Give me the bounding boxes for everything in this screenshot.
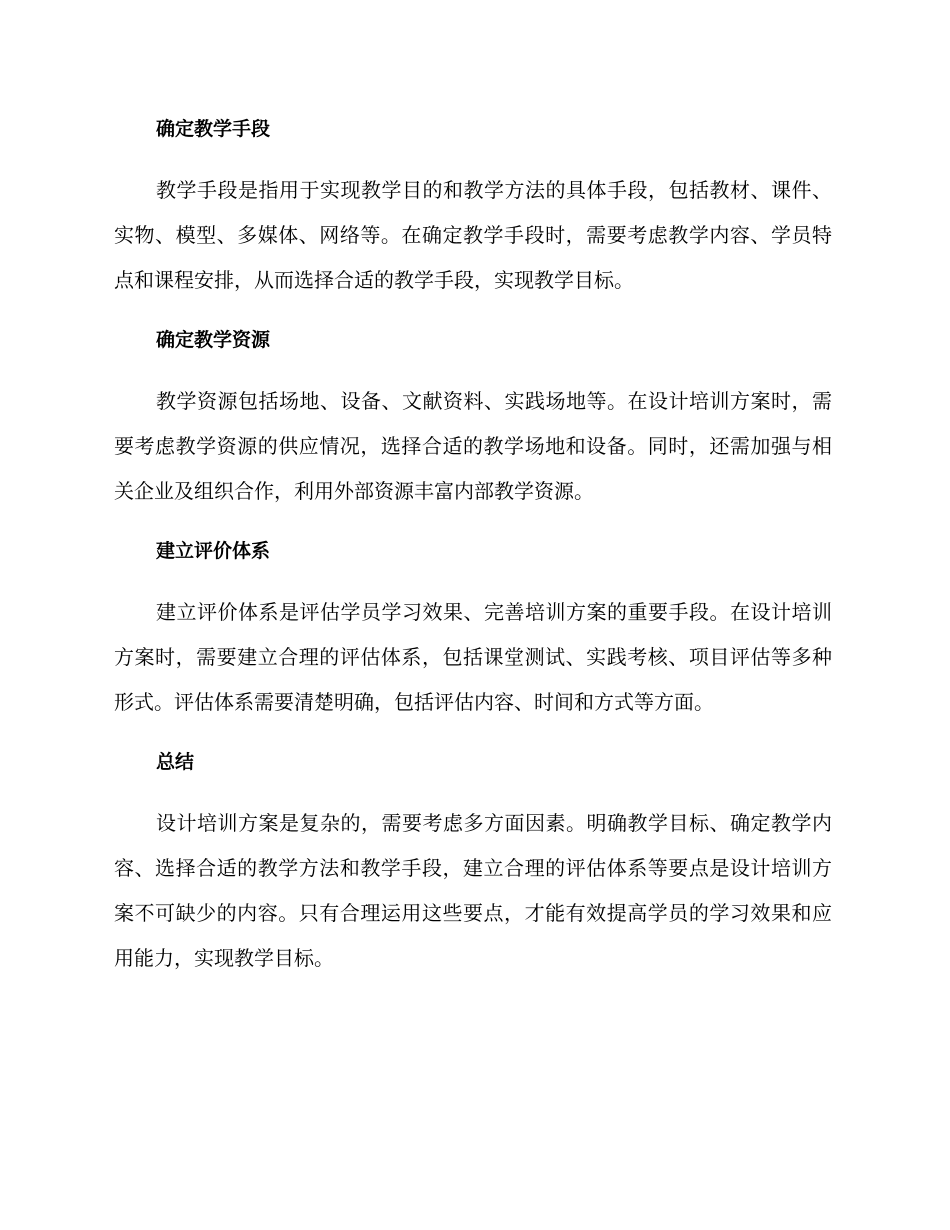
section-paragraph: 教学资源包括场地、设备、文献资料、实践场地等。在设计培训方案时，需要考虑教学资源的供应情况，选择合适的教学场地和设备。同时，还需加强与相关企业及组织合作，利用外部资源丰富内部教学资源。	[114, 389, 832, 503]
section-teaching-means	[114, 113, 832, 303]
section-heading: 总结	[156, 751, 195, 773]
section-paragraph: 教学手段是指用于实现教学目的和教学方法的具体手段，包括教材、课件、实物、模型、多媒体、网络等。在确定教学手段时，需要考虑教学内容、学员特点和课程安排，从而选择合适的教学手段，实现教学目标。	[114, 178, 832, 292]
document-page	[114, 113, 832, 981]
section-spacer	[114, 303, 832, 324]
section-heading: 建立评价体系	[156, 540, 271, 562]
section-spacer	[114, 514, 832, 535]
section-heading: 确定教学资源	[156, 329, 271, 351]
section-paragraph: 建立评价体系是评估学员学习效果、完善培训方案的重要手段。在设计培训方案时，需要建立合理的评估体系，包括课堂测试、实践考核、项目评估等多种形式。评估体系需要清楚明确，包括评估内容、时间和方式等方面。	[114, 600, 832, 714]
section-paragraph: 设计培训方案是复杂的，需要考虑多方面因素。明确教学目标、确定教学内容、选择合适的教学方法和教学手段，建立合理的评估体系等要点是设计培训方案不可缺少的内容。只有合理运用这些要点，才能有效提高学员的学习效果和应用能力，实现教学目标。	[114, 811, 832, 970]
section-heading: 确定教学手段	[156, 118, 271, 140]
section-teaching-resources	[114, 324, 832, 514]
section-summary	[114, 746, 832, 981]
section-evaluation-system	[114, 535, 832, 725]
section-spacer	[114, 725, 832, 746]
